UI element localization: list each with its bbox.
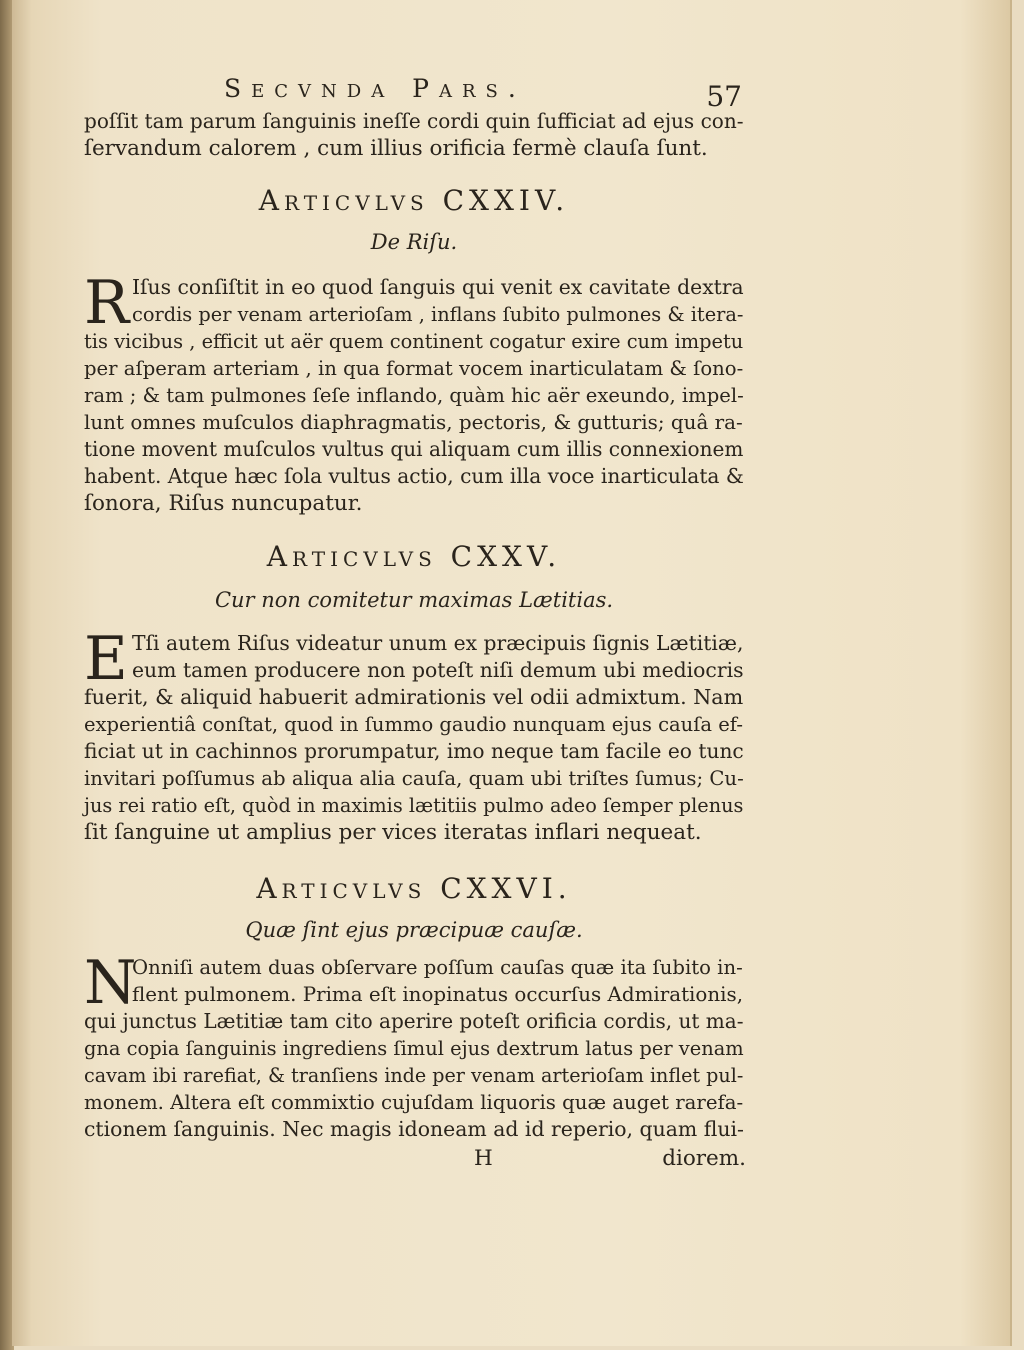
- text-line: ram ; & tam pulmones ſeſe inflando, quàm hic aër exeundo, impel-: [84, 384, 744, 407]
- drop-cap: R: [84, 268, 130, 338]
- intro-paragraph: [84, 108, 744, 162]
- text-line: cavam ibi rarefiat, & tranſiens inde per venam arterioſam inflet pul-: [84, 1064, 744, 1087]
- text-line: invitari poſſumus ab aliqua alia cauſa, quam ubi triſtes ſumus; Cu-: [84, 767, 744, 790]
- drop-cap: N: [84, 948, 137, 1018]
- text-line: habent. Atque hæc ſola vultus actio, cum illa voce inarticulata &: [84, 464, 744, 488]
- text-line: qui junctus Lætitiæ tam cito aperire poteſt orificia cordis, ut ma-: [84, 1009, 744, 1033]
- article-heading: Articvlvs CXXVI.: [256, 872, 572, 905]
- text-line: flent pulmonem. Prima eſt inopinatus occurſus Admirationis,: [132, 983, 744, 1006]
- text-line: tione movent muſculos vultus qui aliquam cum illis connexionem: [84, 437, 744, 461]
- text-line: tis vicibus , efficit ut aër quem continent cogatur exire cum impetu: [84, 330, 744, 353]
- text-line: Tſi autem Riſus videatur unum ex præcipuis ſignis Lætitiæ,: [132, 631, 744, 655]
- page-footer: [84, 1146, 746, 1176]
- article-heading: Articvlvs CXXIV.: [258, 184, 570, 217]
- article-heading: Articvlvs CXXV.: [266, 540, 562, 573]
- article-subtitle: De Riſu.: [370, 230, 458, 254]
- text-line: ctionem ſanguinis. Nec magis idoneam ad id reperio, quam flui-: [84, 1117, 744, 1141]
- text-line: jus rei ratio eſt, quòd in maximis lætitiis pulmo adeo ſemper plenus: [84, 794, 744, 817]
- text-line: Onniſi autem duas obſervare poſſum cauſas quæ ita ſubito in-: [132, 956, 743, 979]
- text-line: ſervandum calorem , cum illius orificia fermè clauſa ſunt.: [84, 136, 708, 161]
- text-line: experientiâ conſtat, quod in ſummo gaudio nunquam ejus cauſa ef-: [84, 713, 743, 736]
- text-line: fuerit, & aliquid habuerit admirationis vel odii admixtum. Nam: [84, 685, 744, 709]
- text-line: gna copia ſanguinis ingrediens ſimul ejus dextrum latus per venam: [84, 1037, 744, 1060]
- article-subtitle: Cur non comitetur maximas Lætitias.: [214, 588, 614, 612]
- page-header: [84, 74, 744, 113]
- signature-mark: H: [474, 1146, 493, 1171]
- text-line: ſit ſanguine ut amplius per vices iteratas inflari nequeat.: [84, 820, 702, 845]
- catchword: diorem.: [662, 1146, 746, 1171]
- article-paragraph: [84, 624, 744, 846]
- text-line: ficiat ut in cachinnos prorumpatur, imo neque tam facile eo tunc: [84, 739, 744, 763]
- article-paragraph: [84, 268, 744, 517]
- text-line: poſſit tam parum ſanguinis ineſſe cordi quin ſufficiat ad ejus con-: [84, 109, 744, 133]
- drop-cap: E: [84, 624, 128, 694]
- text-line: ſonora, Riſus nuncupatur.: [84, 491, 363, 516]
- text-line: lunt omnes muſculos diaphragmatis, pectoris, & gutturis; quâ ra-: [84, 411, 743, 434]
- page-number: 57: [706, 80, 742, 113]
- article-subtitle: Quæ ſint ejus præcipuæ cauſæ.: [245, 918, 583, 942]
- text-line: cordis per venam arterioſam , inflans ſubito pulmones & itera-: [132, 303, 744, 326]
- text-line: eum tamen producere non poteſt niſi demum ubi mediocris: [132, 658, 744, 682]
- text-line: Iſus conſiſtit in eo quod ſanguis qui venit ex cavitate dextra: [132, 275, 744, 299]
- text-line: per aſperam arteriam , in qua format vocem inarticulatam & ſono-: [84, 357, 744, 380]
- running-head: Secvnda Pars.: [224, 74, 526, 103]
- article-paragraph: [84, 948, 744, 1143]
- text-line: monem. Altera eſt commixtio cujuſdam liquoris quæ auget rarefa-: [84, 1091, 744, 1114]
